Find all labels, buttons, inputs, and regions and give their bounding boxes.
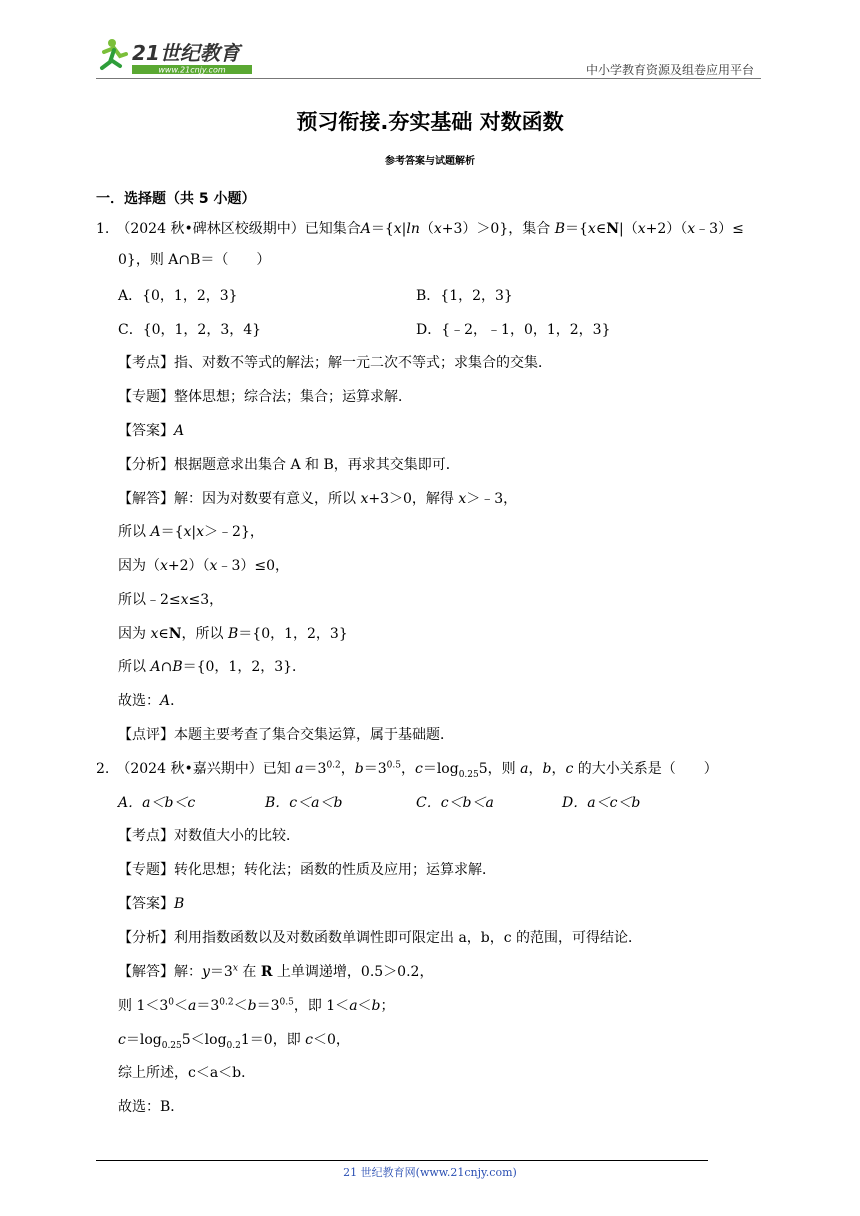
q1-solution-line2: 所以 A＝{x|x＞﹣2}， [118,524,264,540]
q2-solution-line4: 综上所述，c＜a＜b． [118,1065,256,1081]
q2-option-a: A．a＜b＜c [118,795,196,811]
header-divider [96,78,761,79]
q1-solution-line4: 所以﹣2≤x≤3， [118,592,224,608]
q1-zhuanti: 【专题】整体思想；综合法；集合；运算求解． [118,389,412,405]
q1-solution-line1: 【解答】解：因为对数要有意义，所以 x+3＞0，解得 x＞﹣3， [118,491,518,507]
q2-stem: 2. （2024 秋•嘉兴期中）已知 $a=3^{0.2}$，$b=3^{0.5}$，$c=\log_{0.25}5$，则 a，b，c 的大小关系是（ ） [96,760,718,780]
logo-21cnjy [96,36,256,78]
q1-option-d: D．{﹣2，﹣1，0，1，2，3} [416,322,611,338]
document-title: 预习衔接.夯实基础 对数函数 [296,110,564,134]
q1-option-a: A．{0，1，2，3} [118,288,238,304]
svg-text:www.21cnjy.com: www.21cnjy.com [158,65,226,75]
platform-name: 中小学教育资源及组卷应用平台 [585,63,754,77]
q2-zhuanti: 【专题】转化思想；转化法；函数的性质及应用；运算求解． [118,862,496,878]
q1-fenxi: 【分析】根据题意求出集合 A 和 B，再求其交集即可． [118,457,460,473]
q1-answer: 【答案】A [118,423,185,439]
q1-dianping: 【点评】本题主要考查了集合交集运算，属于基础题． [118,727,454,743]
q1-solution-line5: 因为 x∈N，所以 B＝{0，1，2，3} [118,626,348,642]
q1-solution-line7: 故选：A． [118,693,185,709]
q1-stem-line2: 0}，则 A∩B＝（ ） [118,252,271,268]
q2-kaodian: 【考点】对数值大小的比较． [118,828,300,844]
q2-solution-line1: 【解答】解：$y=3^x$ 在 R 上单调递增，0.5＞0.2， [118,963,434,980]
footer-link[interactable]: 21 世纪教育网(www.21cnjy.com) [343,1166,517,1179]
q1-kaodian: 【考点】指、对数不等式的解法；解一元二次不等式；求集合的交集． [118,355,552,371]
q2-option-b: B．c＜a＜b [265,795,343,811]
q2-option-d: D．a＜c＜b [562,795,641,811]
svg-text:21世纪教育: 21世纪教育 [132,41,240,65]
footer-divider [96,1160,708,1161]
q1-option-c: C．{0，1，2，3，4} [118,322,262,338]
q2-fenxi: 【分析】利用指数函数以及对数函数单调性即可限定出 a，b，c 的范围，可得结论． [118,930,643,946]
section-heading: 一．选择题（共 5 小题） [96,191,256,207]
q2-solution-line5: 故选：B． [118,1099,185,1115]
q2-option-c: C．c＜b＜a [416,795,494,811]
q2-solution-line3: $c=\log_{0.25}5<\log_{0.2}1=0$，即 c＜0， [118,1032,350,1051]
q2-solution-line2: 则 $1<3^0<a=3^{0.2}<b=3^{0.5}$，即 1＜a＜b； [118,997,395,1014]
q2-answer: 【答案】B [118,896,185,912]
q1-option-b: B．{1，2，3} [416,288,513,304]
q1-solution-line6: 所以 A∩B＝{0，1，2，3}． [118,659,307,675]
q1-stem-line1: 1. （2024 秋•碑林区校级期中）已知集合A＝{x|ln（x+3）＞0}，集合 B＝{x∈N|（x+2）（x﹣3）≤ [96,221,744,237]
q1-solution-line3: 因为（x+2）（x﹣3）≤0， [118,558,289,574]
document-subtitle: 参考答案与试题解析 [385,156,475,167]
